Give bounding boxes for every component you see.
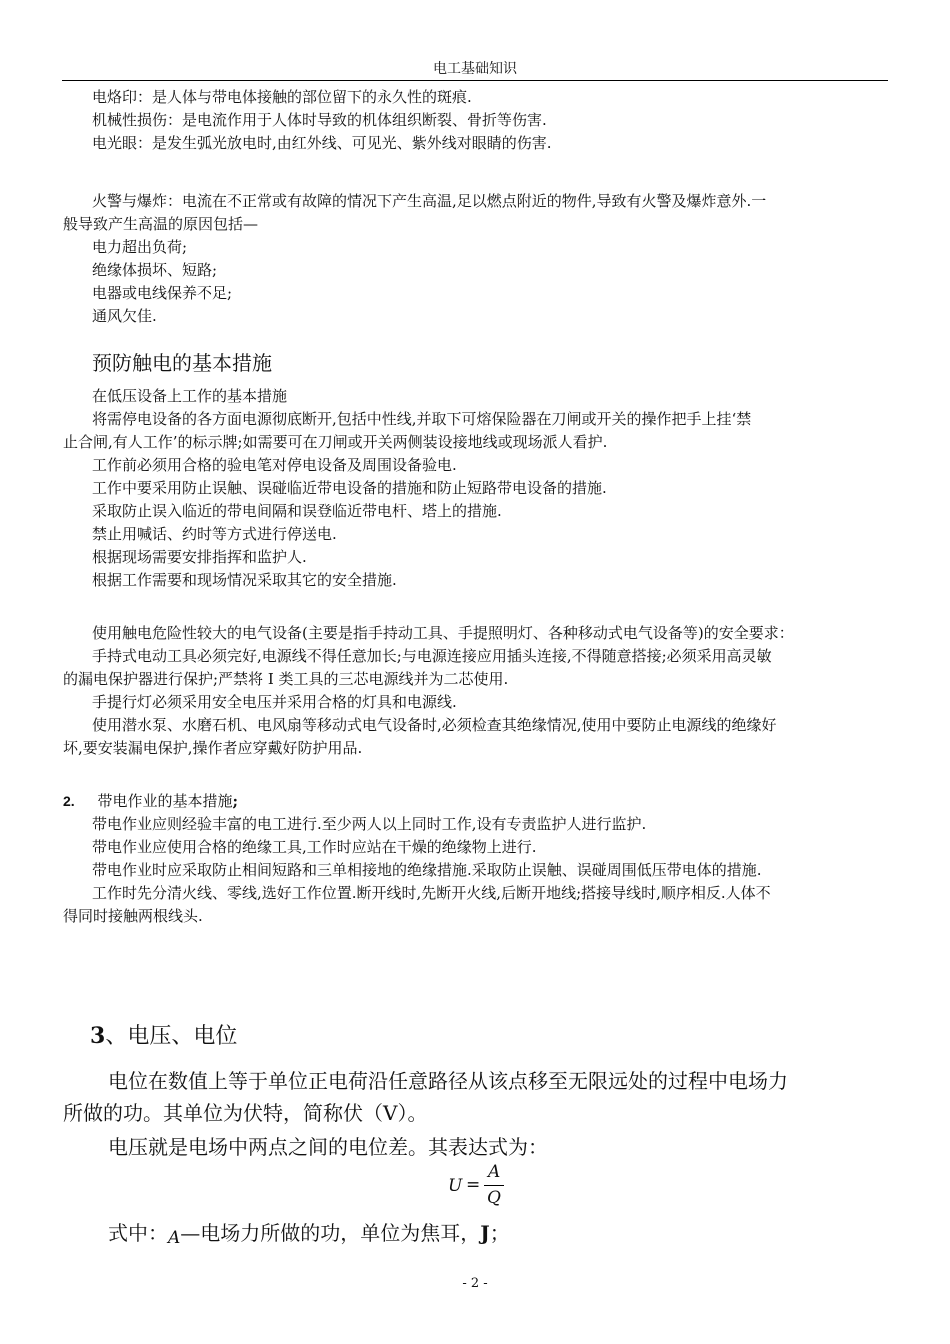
- injury-line-2: 机械性损伤：是电流作用于人体时导致的机体组织断裂、骨折等伤害.: [92, 111, 547, 129]
- formula-numerator: A: [488, 1162, 501, 1182]
- tools-p1-line-2: 的漏电保护器进行保护;严禁将 I 类工具的三芯电源线并为二芯使用.: [63, 670, 509, 688]
- live-item: 带电作业应使用合格的绝缘工具,工作时应站在干燥的绝缘物上进行.: [92, 838, 537, 856]
- prevent-item: 工作中要采用防止误触、误碰临近带电设备的措施和防止短路带电设备的措施.: [92, 479, 607, 497]
- prevent-item: 工作前必须用合格的验电笔对停电设备及周围设备验电.: [92, 456, 457, 474]
- prevent-subheading: 在低压设备上工作的基本措施: [92, 387, 288, 405]
- live-last-line-1: 工作时先分清火线、零线,选好工作位置.断开线时,先断开火线,后断开地线;搭接导线时,顺序相反.人体不: [92, 884, 771, 902]
- formula-denominator: Q: [487, 1188, 501, 1208]
- fire-paragraph-line-1: 火警与爆炸：电流在不正常或有故障的情况下产生高温,足以燃点附近的物件,导致有火警及爆炸意外.一: [92, 192, 767, 210]
- injury-line-3: 电光眼：是发生弧光放电时,由红外线、可见光、紫外线对眼睛的伤害.: [92, 134, 552, 152]
- where-unit: J: [480, 1221, 490, 1245]
- formula-lhs: U: [448, 1176, 463, 1196]
- tools-intro: 使用触电危险性较大的电气设备(主要是指手持动工具、手提照明灯、各种移动式电气设备等)的安全要求：: [92, 624, 794, 642]
- fire-cause-3: 电器或电线保养不足;: [92, 284, 233, 302]
- fire-cause-1: 电力超出负荷;: [92, 238, 188, 256]
- live-heading: [63, 790, 238, 813]
- live-item: 带电作业应则经验丰富的电工进行.至少两人以上同时工作,设有专责监护人进行监护.: [92, 815, 647, 833]
- fire-cause-4: 通风欠佳.: [92, 307, 157, 325]
- prevent-item: 禁止用喊话、约时等方式进行停送电.: [92, 525, 337, 543]
- voltage-where-line: [108, 1218, 510, 1253]
- voltage-p1-line-2: 所做的功。其单位为伏特，简称伏（V）。: [63, 1101, 428, 1125]
- prevent-heading: 预防触电的基本措施: [92, 351, 272, 375]
- header-rule: [62, 80, 888, 81]
- injury-line-1: 电烙印：是人体与带电体接触的部位留下的永久性的斑痕.: [92, 88, 472, 106]
- tools-p3-line-1: 使用潜水泵、水磨石机、电风扇等移动式电气设备时,必须检查其绝缘情况,使用中要防止电源线的绝缘好: [92, 716, 777, 734]
- voltage-heading-number: 3: [90, 1023, 106, 1049]
- tools-p3-line-2: 坏,要安装漏电保护,操作者应穿戴好防护用品.: [63, 739, 363, 757]
- voltage-heading: [90, 1020, 237, 1053]
- page-header-title: 电工基础知识: [433, 61, 517, 77]
- prevent-item: 采取防止误入临近的带电间隔和误登临近带电杆、塔上的措施.: [92, 502, 502, 520]
- where-end: ；: [489, 1221, 510, 1245]
- live-last-line-2: 得同时接触两根线头.: [63, 907, 203, 925]
- voltage-p1-line-1: 电位在数值上等于单位正电荷沿任意路径从该点移至无限远处的过程中电场力: [108, 1069, 788, 1093]
- live-heading-text: 带电作业的基本措施: [97, 792, 233, 810]
- tools-p1-line-1: 手持式电动工具必须完好,电源线不得任意加长;与电源连接应用插头连接,不得随意搭接;必须采用高灵敏: [92, 647, 772, 665]
- where-prefix: 式中：: [108, 1221, 168, 1245]
- live-heading-punct: ;: [232, 792, 239, 810]
- voltage-p2: 电压就是电场中两点之间的电位差。其表达式为：: [108, 1135, 548, 1159]
- live-heading-number: 2.: [63, 793, 75, 809]
- live-item: 带电作业时应采取防止相间短路和三单相接地的绝缘措施.采取防止误触、误碰周围低压带电体的措施.: [92, 861, 762, 879]
- formula-fraction-bar: [484, 1185, 504, 1186]
- page-number: - 2 -: [462, 1276, 488, 1291]
- voltage-heading-text: 、电压、电位: [105, 1024, 238, 1049]
- where-variable: A: [168, 1228, 181, 1248]
- prevent-item: 根据现场需要安排指挥和监护人.: [92, 548, 307, 566]
- fire-paragraph-line-2: 般导致产生高温的原因包括—: [63, 215, 259, 233]
- tools-p2: 手提行灯必须采用安全电压并采用合格的灯具和电源线.: [92, 693, 457, 711]
- prevent-item-1-line-1: 将需停电设备的各方面电源彻底断开,包括中性线,并取下可熔保险器在刀闸或开关的操作把手上挂‘禁: [92, 410, 752, 428]
- where-text: —电场力所做的功，单位为焦耳，: [180, 1221, 481, 1245]
- prevent-item: 根据工作需要和现场情况采取其它的安全措施.: [92, 571, 397, 589]
- formula-equals: =: [466, 1175, 481, 1195]
- prevent-item-1-line-2: 止合闸,有人工作’的标示牌;如需要可在刀闸或开关两侧装设接地线或现场派人看护.: [63, 433, 608, 451]
- fire-cause-2: 绝缘体损坏、短路;: [92, 261, 218, 279]
